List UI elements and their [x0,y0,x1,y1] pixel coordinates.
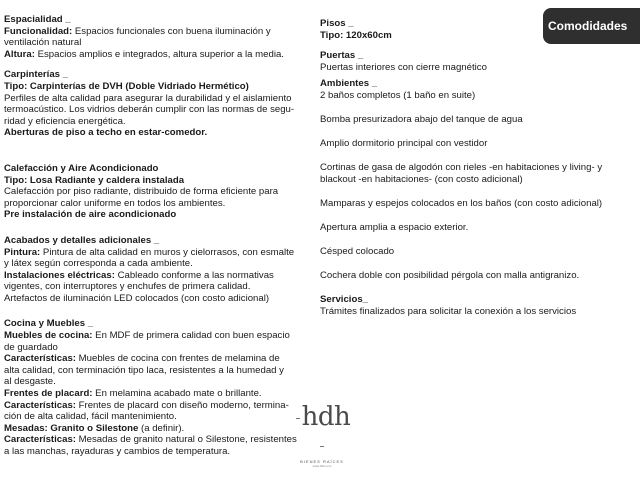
text-line: Muebles de cocina con frentes de melamina de [76,353,280,365]
section-acabados [4,235,300,305]
amenity-item: Cochera doble con posibilidad pérgola con malla antigranizo. [320,270,580,282]
section-title: Pisos _ [320,18,354,29]
amenity-item: Césped colocado [320,246,395,258]
label-caracteristicas: Características: [4,353,76,365]
text-line: (a definir). [138,422,185,434]
text-line: a las manchas, rayaduras y cambios de temperatura. [4,446,231,457]
text-line: Cableado conforme a las normativas [114,269,274,281]
text-line: Espacios funcionales con buena iluminación y [72,25,271,37]
amenity-item: Amplio dormitorio principal con vestidor [320,138,488,150]
text-line: Perfiles de alta calidad para asegurar la durabilidad y el aislamiento [4,92,292,104]
right-column [320,18,620,318]
section-title: Espacialidad _ [4,14,71,25]
section-title: Acabados y detalles adicionales _ [4,234,160,246]
text-line: proporcionar calor uniforme en todos los ambientes. [4,197,226,209]
amenity-item: Bomba presurizadora abajo del tanque de agua [320,114,523,126]
tipo-line: Tipo: Carpinterías de DVH (Doble Vidriado Hermético) [4,80,249,92]
text-line: Calefacción por piso radiante, distribuido de forma eficiente para [4,186,279,198]
text-line: vigentes, con interruptores y enchufes de primera calidad. [4,281,251,293]
section-title: Servicios_ [320,294,369,306]
section-title: Calefacción y Aire Acondicionado [4,162,159,174]
label-instalaciones: Instalaciones eléctricas: [4,269,115,281]
amenity-item: Mamparas y espejos colocados en los baños (con costo adicional) [320,197,603,209]
text-line: En MDF de primera calidad con buen espacio [92,330,290,342]
section-title: Carpinterías _ [4,69,68,81]
amenity-item: Apertura amplia a espacio exterior. [320,222,469,234]
label-caracteristicas: Características: [4,434,76,446]
logo-website: www.hdh.com [312,464,332,468]
text-line: Espacios amplios e integrados, altura superior a la media. [34,48,284,60]
text-line: Cortinas de gasa de algodón con rieles -en habitaciones y living- y [320,162,603,174]
logo-subtitle: BIENES RAÍCES [300,459,344,464]
text-line: Puertas interiores con cierre magnético [320,61,487,73]
label-funcionalidad: Funcionalidad: [4,25,73,37]
section-carpinterias [4,69,300,139]
section-title: Cocina y Muebles _ [4,318,94,330]
text-line: al desgaste. [4,376,56,388]
hdh-logo [292,402,352,468]
text-line: de guardado [4,341,58,353]
label-mesadas: Mesadas: Granito o Silestone [4,422,139,434]
text-line-bold: Aberturas de piso a techo en estar-comedor. [4,127,208,139]
tipo-line: Tipo: Losa Radiante y caldera instalada [4,174,185,186]
text-line: Artefactos de iluminación LED colocados (con costo adicional) [4,292,270,304]
text-line: Pintura de alta calidad en muros y cielorrasos, con esmalte [40,246,295,258]
amenity-item [320,162,620,185]
label-muebles: Muebles de cocina: [4,330,93,342]
text-line: En melamina acabado mate o brillante. [92,388,262,400]
label-frentes: Frentes de placard: [4,388,93,400]
section-servicios [320,294,620,317]
text-line: Trámites finalizados para solicitar la conexión a los servicios [320,305,577,317]
text-line: 2 baños completos (1 baño en suite) [320,89,476,101]
section-ambientes [320,78,620,101]
section-pisos [320,18,620,41]
section-title: Puertas _ [320,50,364,62]
text-line: ventilación natural [4,37,82,49]
comodidades-badge: Comodidades [543,8,640,44]
label-pintura: Pintura: [4,246,41,258]
text-line: termoacústico. Los vidrios deberán cumplir con las normas de segu- [4,104,295,116]
text-line: y látex según corresponda a cada ambiente. [4,258,193,270]
section-puertas [320,50,620,73]
text-line: alta calidad, con terminación tipo laca, resistentes a la humedad y [4,364,284,376]
tipo-line: Tipo: 120x60cm [320,29,392,41]
section-calefaccion [4,163,300,221]
left-column [4,14,300,458]
text-line-bold: Pre instalación de aire acondicionado [4,209,177,221]
label-caracteristicas: Características: [4,399,76,411]
section-cocina [4,318,300,457]
text-line: Frentes de placard con diseño moderno, termina- [76,399,289,411]
text-line: ridad y eficiencia energética. [4,115,126,127]
section-espacialidad [4,14,300,60]
label-altura: Altura: [4,48,35,60]
logo-mark: hdh [292,403,352,459]
section-title: Ambientes _ [320,78,378,90]
text-line: ción de alta calidad, fácil mantenimiento. [4,411,177,423]
text-line: Mesadas de granito natural o Silestone, resistentes [76,434,297,446]
text-line: blackout -en habitaciones- (con costo adicional) [320,173,523,185]
